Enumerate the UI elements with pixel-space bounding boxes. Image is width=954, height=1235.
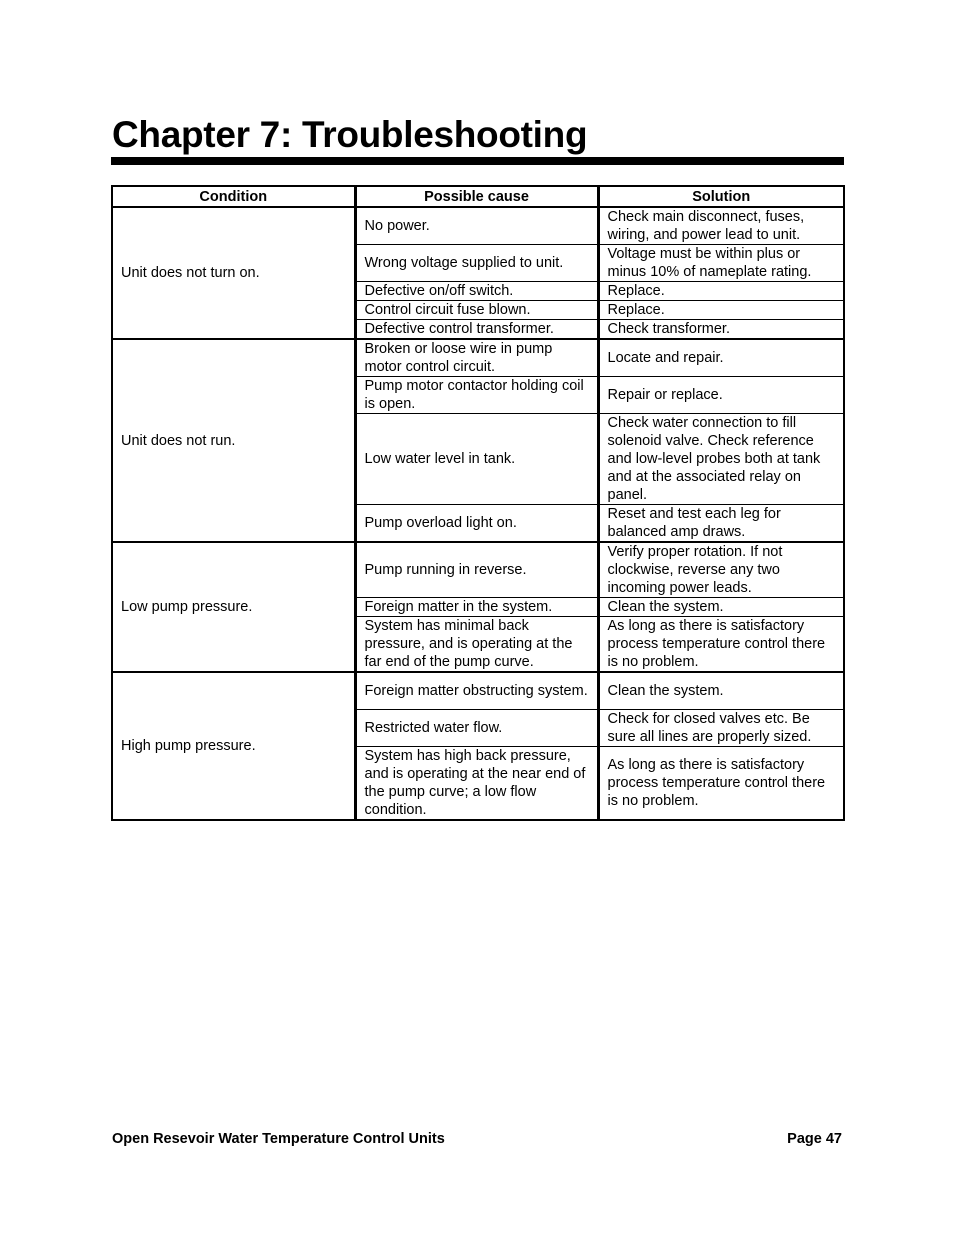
cause-cell: No power. [355,207,598,245]
condition-cell: Unit does not run. [112,339,355,542]
solution-cell: Check water connection to fill solenoid valve. Check reference and low-level probes both at tank and at the associated relay on panel. [598,414,844,505]
table-row [112,207,844,245]
header-possible-cause: Possible cause [355,186,598,207]
cause-cell: System has minimal back pressure, and is operating at the far end of the pump curve. [355,617,598,673]
cause-cell: Pump motor contactor holding coil is open. [355,377,598,414]
cause-cell: Low water level in tank. [355,414,598,505]
solution-cell: Verify proper rotation. If not clockwise, reverse any two incoming power leads. [598,542,844,598]
condition-cell: Unit does not turn on. [112,207,355,339]
solution-cell: Replace. [598,301,844,320]
condition-cell: Low pump pressure. [112,542,355,672]
cause-cell: Pump overload light on. [355,505,598,543]
solution-cell: Check for closed valves etc. Be sure all lines are properly sized. [598,709,844,746]
cause-cell: Broken or loose wire in pump motor control circuit. [355,339,598,377]
cause-cell: Pump running in reverse. [355,542,598,598]
cause-cell: Foreign matter in the system. [355,598,598,617]
cause-cell: System has high back pressure, and is operating at the near end of the pump curve; a low flow condition. [355,746,598,820]
footer-document-title: Open Resevoir Water Temperature Control Units [112,1131,445,1147]
cause-cell: Foreign matter obstructing system. [355,672,598,709]
solution-cell: Replace. [598,282,844,301]
table-row [112,542,844,598]
cause-cell: Wrong voltage supplied to unit. [355,245,598,282]
solution-cell: Clean the system. [598,672,844,709]
troubleshooting-table [111,185,845,821]
cause-cell: Defective on/off switch. [355,282,598,301]
solution-cell: Check main disconnect, fuses, wiring, and power lead to unit. [598,207,844,245]
solution-cell: Repair or replace. [598,377,844,414]
condition-cell: High pump pressure. [112,672,355,820]
page-title: Chapter 7: Troubleshooting [112,114,588,155]
cause-cell: Defective control transformer. [355,320,598,340]
title-rule [111,157,844,165]
cause-cell: Restricted water flow. [355,709,598,746]
table-row [112,672,844,709]
cause-cell: Control circuit fuse blown. [355,301,598,320]
table-row [112,339,844,377]
solution-cell: Locate and repair. [598,339,844,377]
solution-cell: Check transformer. [598,320,844,340]
solution-cell: Clean the system. [598,598,844,617]
solution-cell: As long as there is satisfactory process temperature control there is no problem. [598,746,844,820]
header-condition: Condition [112,186,355,207]
solution-cell: Reset and test each leg for balanced amp draws. [598,505,844,543]
table-header-row [112,186,844,207]
solution-cell: Voltage must be within plus or minus 10% of nameplate rating. [598,245,844,282]
footer-page-number: Page 47 [787,1131,842,1147]
header-solution: Solution [598,186,844,207]
solution-cell: As long as there is satisfactory process temperature control there is no problem. [598,617,844,673]
